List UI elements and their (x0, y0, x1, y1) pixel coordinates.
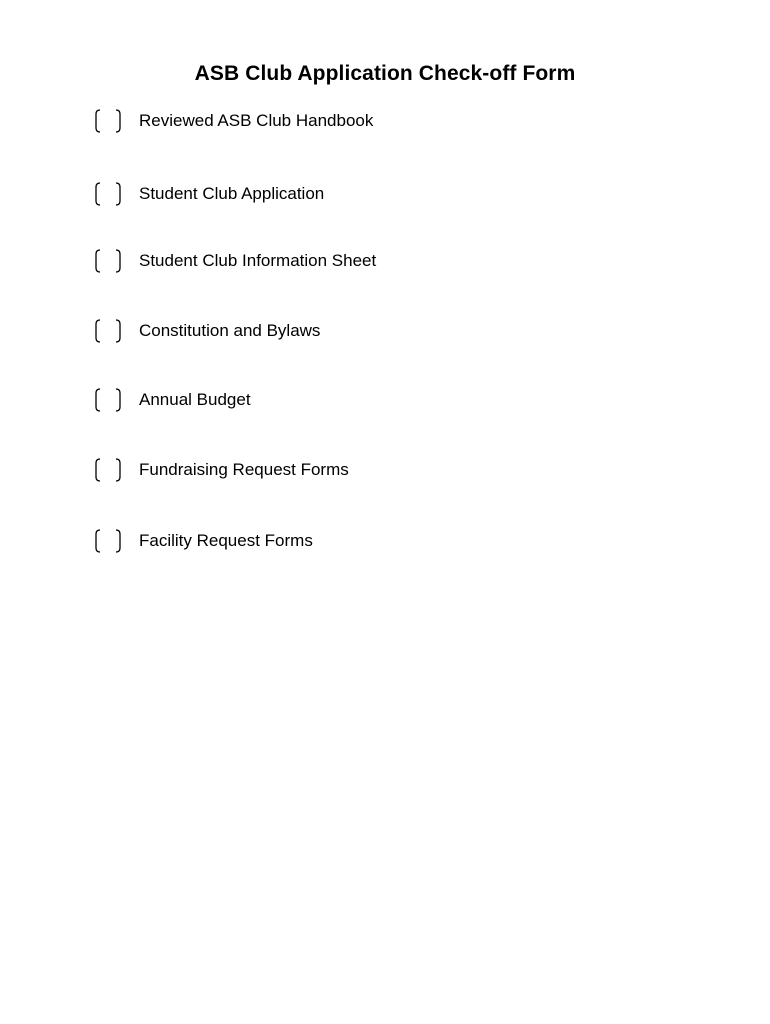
checklist-item-label: Annual Budget (139, 390, 251, 409)
checkbox[interactable] (94, 318, 122, 344)
checkbox[interactable] (94, 181, 122, 207)
bracket-checkbox-icon (94, 108, 122, 134)
checklist-item-label: Facility Request Forms (139, 531, 313, 550)
checklist-item-fundraising[interactable] (94, 456, 349, 484)
checklist-item-label: Student Club Information Sheet (139, 251, 377, 270)
checkbox[interactable] (94, 108, 122, 134)
checklist-item-label: Reviewed ASB Club Handbook (139, 111, 374, 130)
checklist-item-handbook[interactable] (94, 107, 373, 135)
bracket-checkbox-icon (94, 528, 122, 554)
checklist-item-club-application[interactable] (94, 180, 324, 208)
bracket-checkbox-icon (94, 248, 122, 274)
checklist-item-label: Student Club Application (139, 184, 325, 203)
checklist-item-constitution[interactable] (94, 317, 320, 345)
checkbox[interactable] (94, 457, 122, 483)
checklist-item-label: Fundraising Request Forms (139, 460, 349, 479)
checkbox[interactable] (94, 248, 122, 274)
checklist-item-budget[interactable] (94, 386, 251, 414)
checkbox[interactable] (94, 387, 122, 413)
checkbox[interactable] (94, 528, 122, 554)
bracket-checkbox-icon (94, 387, 122, 413)
bracket-checkbox-icon (94, 181, 122, 207)
checklist-item-label: Constitution and Bylaws (139, 321, 321, 340)
checklist-item-information-sheet[interactable] (94, 247, 376, 275)
form-title: ASB Club Application Check-off Form (194, 62, 576, 85)
bracket-checkbox-icon (94, 457, 122, 483)
checklist-item-facility[interactable] (94, 527, 313, 555)
bracket-checkbox-icon (94, 318, 122, 344)
